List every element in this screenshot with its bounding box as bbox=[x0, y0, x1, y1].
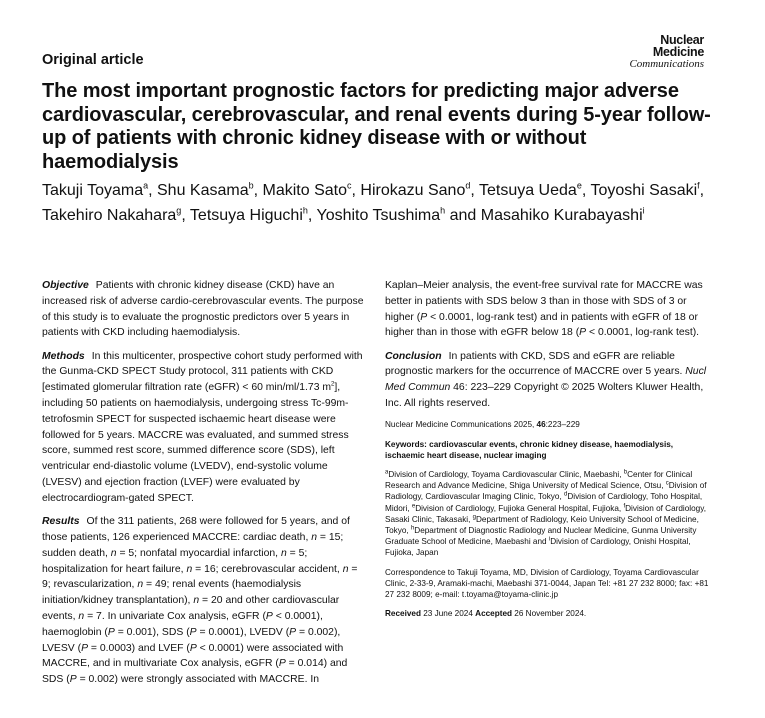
affiliation-mark: h bbox=[410, 525, 415, 532]
affiliation-mark: a bbox=[385, 469, 389, 476]
abstract-left-column bbox=[42, 278, 364, 695]
journal-name: Nuclear Medicine Communications 2025, bbox=[385, 420, 537, 430]
abstract-methods bbox=[42, 349, 364, 507]
affiliation-text: Division of Cardiology, Sasaki Clinic, Takasaki, bbox=[385, 503, 706, 524]
author-affiliation-mark: h bbox=[440, 205, 446, 216]
stat-symbol: P bbox=[189, 626, 197, 638]
stat-symbol: n bbox=[280, 547, 287, 559]
author-name: Yoshito Tsushima bbox=[316, 207, 441, 224]
stat-symbol: P bbox=[289, 626, 297, 638]
author bbox=[317, 207, 446, 224]
affiliation-text: Division of Cardiology, Toyama Cardiovascular Clinic, Maebashi, bbox=[388, 469, 624, 479]
affiliation-text: Division of Cardiology, Fujioka General Hospital, Fujioka, bbox=[415, 503, 624, 513]
logo-line-2: Medicine bbox=[652, 45, 704, 59]
affiliation-mark: i bbox=[548, 536, 551, 543]
keywords-text: cardiovascular events, chronic kidney disease, haemodialysis, ischaemic heart disease, nuclear imaging bbox=[385, 439, 674, 460]
author bbox=[42, 182, 148, 199]
conclusion-heading: Conclusion bbox=[385, 350, 442, 362]
affiliations bbox=[385, 469, 713, 559]
author-affiliation-mark: b bbox=[248, 180, 254, 191]
author bbox=[42, 207, 181, 224]
author-name: Toyoshi Sasaki bbox=[590, 182, 698, 199]
author-name: Makito Sato bbox=[262, 182, 347, 199]
author-affiliation-mark: f bbox=[697, 180, 700, 191]
objective-heading: Objective bbox=[42, 280, 89, 291]
affiliation-mark: b bbox=[623, 469, 628, 476]
objective-text: Patients with chronic kidney disease (CKD) have an increased risk of adverse cardio-cerebrovascular events. The purpose of this study is to evaluate the prognostic predictors over 5 years in patients with CKD including haemodialysis. bbox=[42, 280, 364, 339]
author-list: Takuji Toyama$^a$, Shu Kasama$^b$, Makito Sato$^c$, Hirokazu Sano$^d$, Tetsuya Ueda$^e$, Toyoshi Sasaki$^f$, Takehiro Nakahara$^g$, Tetsuya Higuchi$^h$, Yoshito Tsushima$^h$ and Masahiko Kurabayashi$^i$ bbox=[42, 180, 705, 224]
author bbox=[263, 182, 352, 199]
author-affiliation-mark: i bbox=[642, 205, 645, 216]
author-name: Shu Kasama bbox=[157, 182, 249, 199]
affiliation-text: Division of Cardiology, Toho Hospital, Midori, bbox=[385, 492, 703, 513]
results-heading: Results bbox=[42, 516, 80, 528]
accepted-date: 26 November 2024. bbox=[512, 609, 587, 619]
stat-symbol: n bbox=[137, 579, 144, 591]
citation-journal: Nucl Med Commun bbox=[385, 366, 707, 394]
citation-rest: 46: 223–229 Copyright © 2025 Wolters Kluwer Health, Inc. All rights reserved. bbox=[385, 382, 704, 410]
stat-symbol: n bbox=[186, 563, 193, 575]
affiliation-text: Division of Cardiology, Onishi Hospital, Fujioka, Japan bbox=[385, 537, 691, 558]
stat-symbol: P bbox=[265, 610, 273, 622]
author-name: Takuji Toyama bbox=[42, 182, 144, 199]
stat-symbol: P bbox=[81, 642, 89, 654]
article-type-label: Original article bbox=[42, 52, 144, 68]
affiliation-mark: c bbox=[665, 480, 669, 487]
methods-text-1: In this multicenter, prospective cohort study performed with the Gunma-CKD SPECT Study protocol, 311 patients with CKD [estimated glomerular filtration rate (eGFR) < 60 min/ml/1.73 m bbox=[42, 350, 363, 394]
author-name: Tetsuya Ueda bbox=[478, 182, 577, 199]
affiliation-text: Department of Diagnostic Radiology and Nuclear Medicine, Gunma University Graduate School of Medicine, Maebashi and bbox=[385, 526, 697, 547]
author-affiliation-mark: d bbox=[465, 180, 471, 191]
abstract-conclusion bbox=[385, 349, 713, 412]
stat-symbol: P bbox=[278, 658, 286, 670]
journal-logo bbox=[624, 34, 704, 71]
stat-symbol: n bbox=[78, 610, 85, 622]
author-name: Hirokazu Sano bbox=[360, 182, 466, 199]
author-affiliation-mark: c bbox=[347, 180, 352, 191]
affiliation-text: Department of Radiology, Keio University School of Medicine, Tokyo, bbox=[385, 514, 699, 535]
keywords-label: Keywords: bbox=[385, 439, 430, 449]
keywords bbox=[385, 439, 713, 461]
logo-line-3: Communications bbox=[629, 58, 704, 70]
abstract-results bbox=[42, 514, 364, 688]
affiliation-text: Center for Clinical Research and Advance Medicine, Shiga University of Medical Science, Otsu, bbox=[385, 469, 693, 491]
affiliation-mark: e bbox=[411, 502, 416, 509]
stat-symbol: P bbox=[420, 311, 428, 323]
stat-symbol: P bbox=[107, 626, 115, 638]
methods-heading: Methods bbox=[42, 350, 85, 362]
stat-symbol: n bbox=[193, 595, 200, 607]
stat-symbol: n bbox=[311, 531, 317, 543]
author bbox=[360, 182, 470, 199]
received-date: 23 June 2024 bbox=[420, 609, 476, 619]
author-name: Masahiko Kurabayashi bbox=[480, 207, 643, 224]
author-affiliation-mark: e bbox=[576, 180, 582, 191]
article-title: The most important prognostic factors for predicting major adverse cardiovascular, cerebrovascular, and renal events during 5-year follow-up of patients with chronic kidney disease with or without haemodialysis bbox=[42, 80, 711, 173]
author bbox=[481, 207, 645, 224]
results-continuation: Kaplan–Meier analysis, the event-free survival rate for MACCRE was better in patients with SDS below 3 than in those with SDS of 3 or higher (P < 0.0001, log-rank test) and in patients with eGFR of 18 or higher than in those with eGFR below 18 (P < 0.0001, log-rank test). bbox=[385, 280, 703, 339]
journal-pages: :223–229 bbox=[545, 420, 580, 430]
affiliation-text: Division of Radiology, Cardiovascular Imaging Clinic, Tokyo, bbox=[385, 481, 707, 502]
methods-text-2: ], including 50 patients on haemodialysis, undergoing stress Tc-99m-tetrofosmin SPECT for suspected ischaemic heart disease were followed for 5 years. MACCRE was evaluated, and summed stress score, summed rest score, summed difference score (SDS), left ventricular end-diastolic volume (LVEDV), end-systolic volume (LVESV) and ejection fraction (LVEF) were evaluated by electrocardiogram-gated SPECT. bbox=[42, 382, 349, 504]
received-accepted-dates bbox=[385, 608, 713, 619]
stat-symbol: P bbox=[189, 642, 197, 654]
correspondence: Correspondence to Takuji Toyama, MD, Division of Cardiology, Toyama Cardiovascular Clinic, 2-33-9, Aramaki-machi, Maebashi 371-0044, Japan Tel: +81 27 232 8000; fax: +81 27 232 8009; e-mail: t.toyama@toyama-clinic.jp bbox=[385, 567, 709, 600]
accepted-label: Accepted bbox=[475, 609, 513, 619]
author-affiliation-mark: g bbox=[176, 205, 182, 216]
stat-symbol: P bbox=[69, 674, 77, 686]
methods-superscript: 2 bbox=[331, 381, 335, 388]
received-label: Received bbox=[385, 609, 421, 619]
abstract-right-column bbox=[385, 278, 713, 619]
author bbox=[590, 182, 699, 199]
stat-symbol: n bbox=[110, 547, 117, 559]
author bbox=[157, 182, 254, 199]
conclusion-text: In patients with CKD, SDS and eGFR are reliable prognostic markers for the occurrence of MACCRE over 5 years. bbox=[385, 350, 686, 378]
affiliation-mark: f bbox=[623, 502, 626, 509]
journal-volume: 46 bbox=[536, 420, 546, 430]
results-text: Of the 311 patients, 268 were followed for 5 years, and of those patients, 126 experienced MACCRE: cardiac death, n = 15; sudden death, n = 5; nonfatal myocardial infarction, n = 5; hospitalization for heart failure, n = 16; cerebrovascular accident, n = 9; revascularization, n = 49; renal events (haemodialysis initiation/kidney transplantation), n = 20 and other cardiovascular events, n = 7. In univariate Cox analysis, eGFR (P < 0.0001), haemoglobin (P = 0.001), SDS (P = 0.0001), LVEDV (P = 0.002), LVESV (P = 0.0003) and LVEF (P < 0.0001) were associated with MACCRE, and in multivariate Cox analysis, eGFR (P = 0.014) and SDS (P = 0.002) were strongly associated with MACCRE. In bbox=[42, 516, 358, 686]
affiliation-mark: g bbox=[472, 514, 477, 521]
author bbox=[190, 207, 308, 224]
author-affiliation-mark: a bbox=[143, 180, 149, 191]
affiliation-mark: d bbox=[564, 491, 568, 498]
author-name: Takehiro Nakahara bbox=[42, 207, 177, 224]
author bbox=[479, 182, 582, 199]
abstract-objective bbox=[42, 278, 364, 341]
logo-line-1: Nuclear bbox=[660, 33, 704, 47]
journal-citation-line bbox=[385, 419, 713, 430]
stat-symbol: n bbox=[342, 563, 349, 575]
stat-symbol: P bbox=[579, 327, 587, 339]
author-name: Tetsuya Higuchi bbox=[189, 207, 303, 224]
author-affiliation-mark: h bbox=[302, 205, 308, 216]
